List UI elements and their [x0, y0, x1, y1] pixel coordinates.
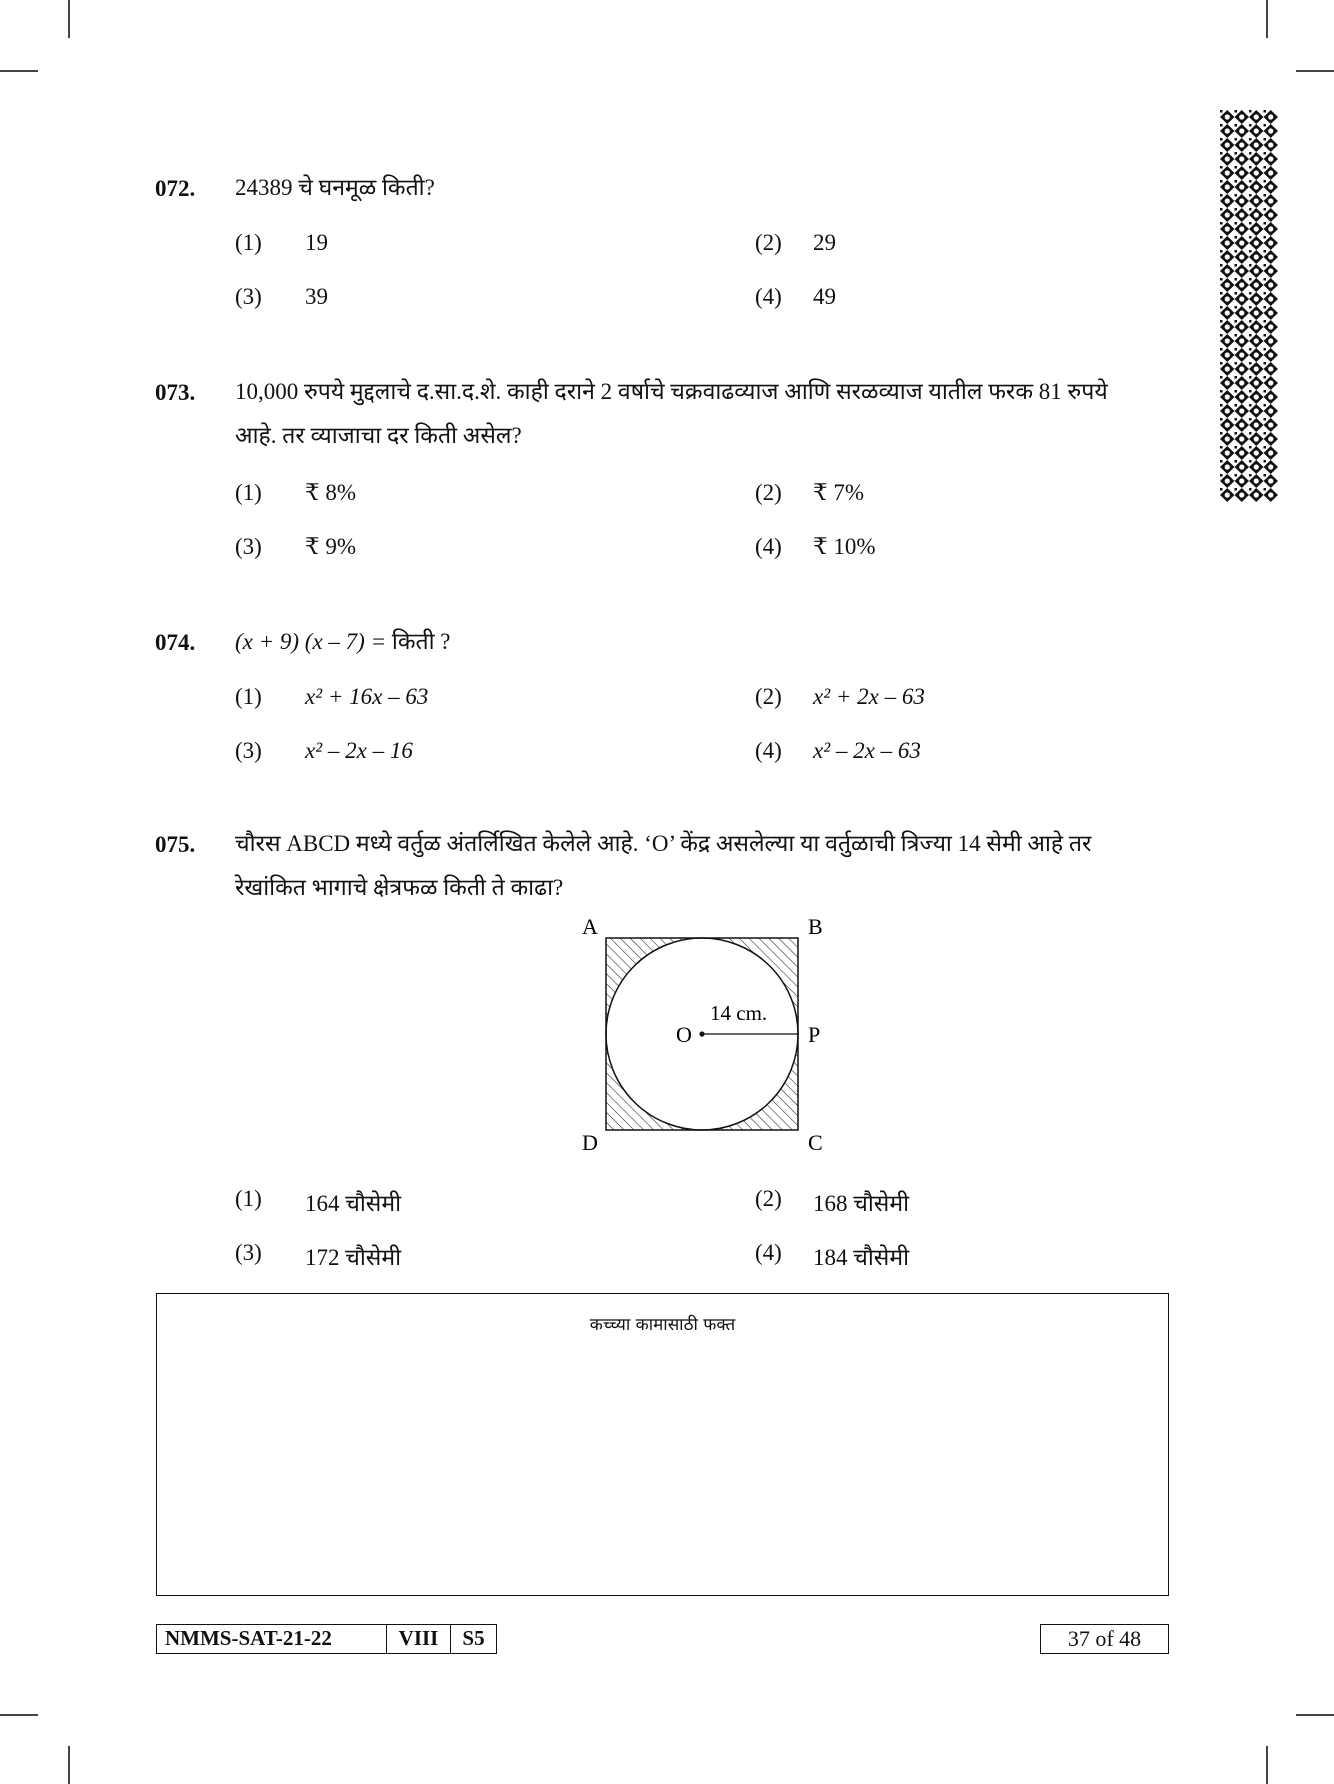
- question-text: [235, 620, 1235, 664]
- vertex-label-c: C: [808, 1130, 823, 1155]
- rough-work-box: [156, 1293, 1169, 1596]
- option-value: 168 चौसेमी: [813, 1191, 910, 1216]
- option-number: (1): [235, 1186, 262, 1211]
- option-value: x² + 2x – 63: [813, 684, 925, 709]
- center-point: [699, 1031, 704, 1036]
- option-value: 19: [305, 230, 328, 255]
- question-text: [235, 822, 1235, 910]
- option-number: (3): [235, 284, 262, 309]
- question-number: 073.: [155, 380, 196, 405]
- option-number: (1): [235, 230, 262, 255]
- option-number: (2): [755, 684, 782, 709]
- option-value: ₹ 8%: [305, 480, 357, 505]
- geometry-figure: [570, 918, 840, 1158]
- question-number: 075.: [155, 832, 196, 857]
- option-value: ₹ 9%: [305, 534, 357, 559]
- crop-mark: [1296, 1714, 1334, 1716]
- option-number: (3): [235, 738, 262, 763]
- question-text-line: आहे. तर व्याजाचा दर किती असेल?: [235, 423, 522, 448]
- rough-work-label: कच्च्या कामासाठी फक्त: [589, 1315, 736, 1335]
- option-value: 172 चौसेमी: [305, 1245, 402, 1270]
- option-value: ₹ 7%: [813, 480, 865, 505]
- crop-mark: [1296, 70, 1334, 72]
- radius-label: 14 cm.: [710, 1001, 768, 1025]
- crop-mark: [68, 0, 70, 38]
- footer-page-number: 37 of 48: [1040, 1624, 1169, 1654]
- option-value: x² – 2x – 63: [813, 738, 921, 763]
- option-value: 49: [813, 284, 836, 309]
- option-number: (4): [755, 284, 782, 309]
- option-value: x² + 16x – 63: [305, 684, 429, 709]
- center-label-o: O: [676, 1022, 692, 1047]
- option-number: (2): [755, 230, 782, 255]
- option-number: (4): [755, 738, 782, 763]
- crop-mark: [0, 70, 38, 72]
- question-number: 072.: [155, 176, 196, 201]
- vertex-label-b: B: [808, 918, 823, 939]
- question-text: [235, 370, 1235, 458]
- option-value: 184 चौसेमी: [813, 1245, 910, 1270]
- question-text-line: 10,000 रुपये मुद्दलाचे द.सा.द.शे. काही दराने 2 वर्षाचे चक्रवाढव्याज आणि सरळव्याज यातील फरक 81 रुपये: [235, 379, 1108, 404]
- option-number: (4): [755, 1240, 782, 1265]
- footer-class: VIII: [387, 1624, 451, 1654]
- footer-exam-code: NMMS-SAT-21-22: [156, 1624, 387, 1654]
- question-text: [235, 166, 1235, 210]
- option-value: 29: [813, 230, 836, 255]
- crop-mark: [68, 1746, 70, 1784]
- crop-mark: [1266, 1746, 1268, 1784]
- question-text-line: 24389 चे घनमूळ किती?: [235, 175, 435, 200]
- crop-mark: [0, 1714, 38, 1716]
- option-number: (1): [235, 480, 262, 505]
- option-number: (3): [235, 1240, 262, 1265]
- option-number: (2): [755, 1186, 782, 1211]
- question-text-line: [235, 620, 1235, 664]
- option-value: x² – 2x – 16: [305, 738, 413, 763]
- expression: (x + 9) (x – 7) =: [235, 629, 392, 654]
- option-number: (4): [755, 534, 782, 559]
- vertex-label-a: A: [582, 918, 598, 939]
- question-number: 074.: [155, 630, 196, 655]
- point-label-p: P: [808, 1022, 821, 1047]
- option-number: (1): [235, 684, 262, 709]
- option-number: (3): [235, 534, 262, 559]
- option-value: ₹ 10%: [813, 534, 876, 559]
- option-value: 39: [305, 284, 328, 309]
- option-value: 164 चौसेमी: [305, 1191, 402, 1216]
- question-text-suffix: किती ?: [391, 629, 451, 654]
- crop-mark: [1266, 0, 1268, 38]
- question-text-line: चौरस ABCD मध्ये वर्तुळ अंतर्लिखित केलेले आहे. ‘O’ केंद्र असलेल्या या वर्तुळाची त्रिज्या 14 सेमी आहे तर: [235, 831, 1092, 856]
- option-number: (2): [755, 480, 782, 505]
- question-text-line: रेखांकित भागाचे क्षेत्रफळ किती ते काढा?: [235, 875, 564, 900]
- footer-subject: S5: [451, 1624, 497, 1654]
- vertex-label-d: D: [582, 1130, 598, 1155]
